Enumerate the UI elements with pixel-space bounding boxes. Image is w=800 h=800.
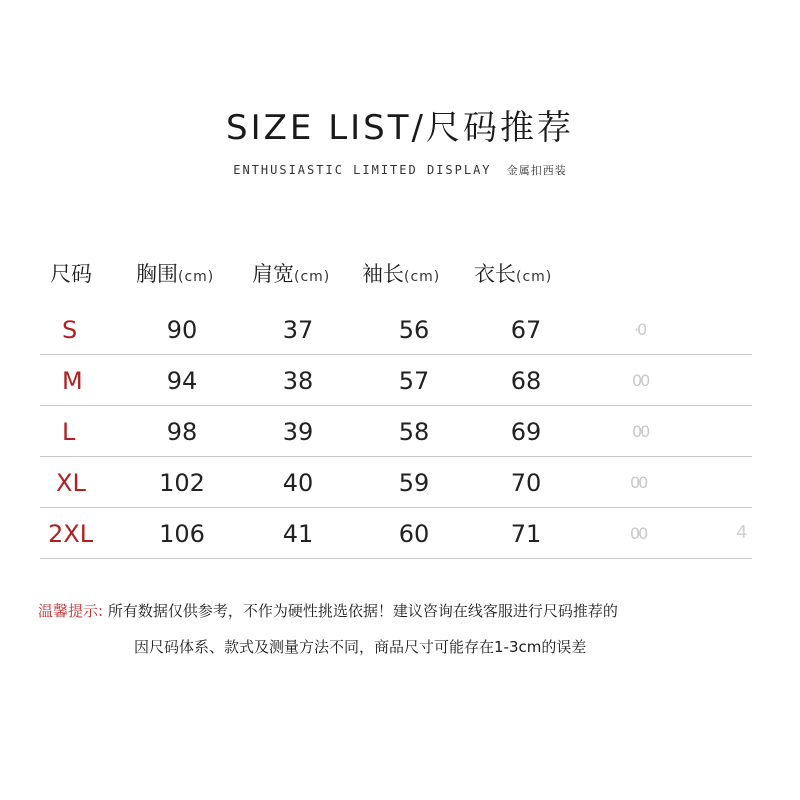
note-line-1 bbox=[38, 600, 618, 621]
table-row bbox=[40, 304, 752, 355]
shoulder-cell: 41 bbox=[282, 520, 314, 548]
note-label: 温馨提示: bbox=[38, 602, 104, 620]
page-title: SIZE LIST/尺码推荐 bbox=[226, 108, 574, 148]
subtitle-en: ENTHUSIASTIC LIMITED DISPLAY bbox=[233, 163, 492, 177]
size-table bbox=[40, 248, 752, 559]
header-shoulder: 肩宽(cm) bbox=[252, 262, 331, 286]
shoulder-cell: 39 bbox=[282, 418, 314, 446]
chest-cell: 102 bbox=[159, 469, 205, 497]
size-cell: 2XL bbox=[48, 520, 94, 548]
shoulder-cell: 37 bbox=[282, 316, 314, 344]
header-size: 尺码 bbox=[50, 262, 92, 286]
sleeve-cell: 58 bbox=[398, 418, 430, 446]
size-cell: M bbox=[62, 367, 83, 395]
header-length: 衣长(cm) bbox=[474, 262, 553, 286]
sleeve-cell: 60 bbox=[398, 520, 430, 548]
chest-cell: 106 bbox=[159, 520, 205, 548]
length-cell: 67 bbox=[510, 316, 542, 344]
subtitle-cn: 金属扣西装 bbox=[506, 164, 567, 177]
size-cell: S bbox=[62, 316, 78, 344]
sleeve-cell: 57 bbox=[398, 367, 430, 395]
table-row bbox=[40, 406, 752, 457]
length-cell: 70 bbox=[510, 469, 542, 497]
size-cell: L bbox=[62, 418, 76, 446]
chest-cell: 90 bbox=[166, 316, 198, 344]
header-sleeve: 袖长(cm) bbox=[362, 262, 441, 286]
chest-cell: 94 bbox=[166, 367, 198, 395]
page-subtitle bbox=[0, 162, 800, 178]
faded-cell: 00 bbox=[632, 371, 649, 390]
chest-cell: 98 bbox=[166, 418, 198, 446]
length-cell: 69 bbox=[510, 418, 542, 446]
faded-cell: 00 bbox=[630, 524, 647, 543]
table-header bbox=[40, 248, 752, 304]
size-cell: XL bbox=[56, 469, 86, 497]
faded-cell: ·0 bbox=[634, 320, 646, 339]
shoulder-cell: 38 bbox=[282, 367, 314, 395]
length-cell: 68 bbox=[510, 367, 542, 395]
faded-cell: 00 bbox=[632, 422, 649, 441]
length-cell: 71 bbox=[510, 520, 542, 548]
note-line-2: 因尺码体系、款式及测量方法不同，商品尺寸可能存在1-3cm的误差 bbox=[134, 638, 587, 656]
shoulder-cell: 40 bbox=[282, 469, 314, 497]
table-row bbox=[40, 508, 752, 559]
header-chest: 胸围(cm) bbox=[136, 262, 215, 286]
table-row bbox=[40, 355, 752, 406]
sleeve-cell: 59 bbox=[398, 469, 430, 497]
sleeve-cell: 56 bbox=[398, 316, 430, 344]
faded-cell-2: 4 bbox=[736, 522, 748, 543]
note-text-1: 所有数据仅供参考，不作为硬性挑选依据！建议咨询在线客服进行尺码推荐的 bbox=[107, 602, 618, 620]
faded-cell: 00 bbox=[630, 473, 647, 492]
table-row bbox=[40, 457, 752, 508]
